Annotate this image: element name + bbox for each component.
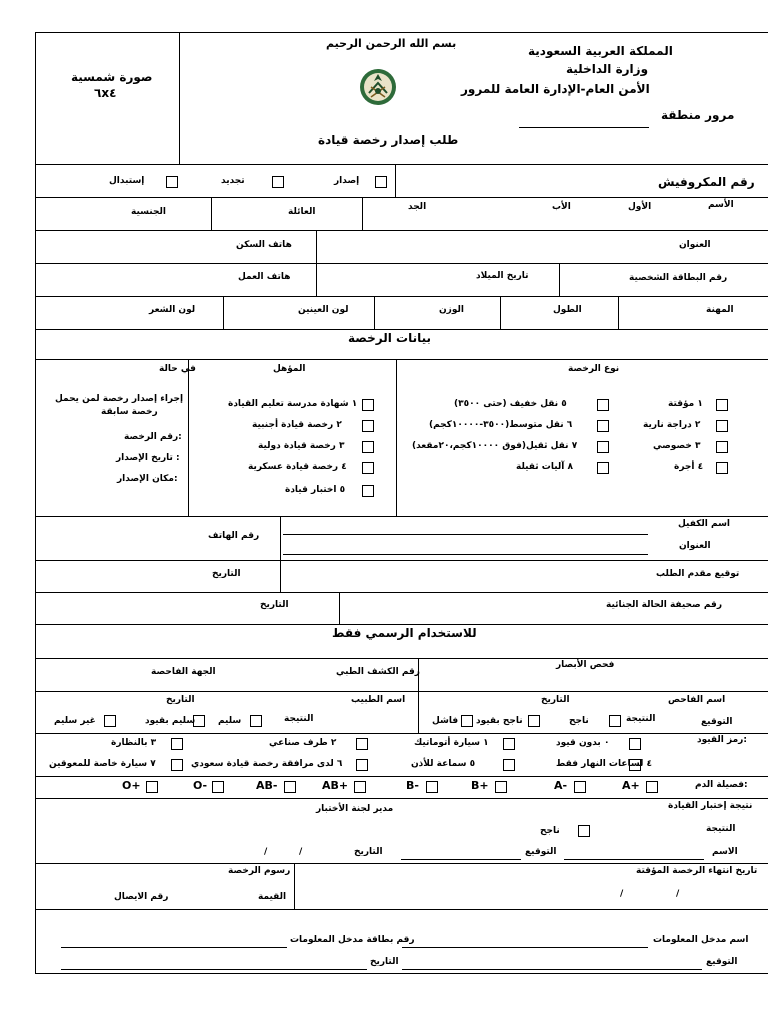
data-entry-date-field[interactable] — [61, 969, 367, 970]
work-phone-label: هاتف العمل — [238, 272, 291, 282]
issue-checkbox[interactable] — [375, 176, 387, 188]
criminal-record-label: رقم صحيفة الحالة الجنائية — [606, 600, 723, 610]
medical-fit-checkbox[interactable] — [250, 715, 262, 727]
restriction-6-checkbox[interactable] — [356, 759, 368, 771]
qualification-header: المؤهل — [273, 364, 306, 374]
temp-expiry-slash-1: / — [676, 889, 680, 899]
blood-ab-neg-checkbox[interactable] — [284, 781, 296, 793]
qual-driving-test-checkbox[interactable] — [362, 485, 374, 497]
medical-unfit-label: غير سليم — [54, 716, 96, 726]
family-name-label: العائلة — [288, 207, 316, 217]
blood-o-neg-checkbox[interactable] — [212, 781, 224, 793]
examining-body-label: الجهة الفاحصة — [151, 667, 216, 677]
test-result-title: نتيجة إختبار القيادة — [668, 801, 753, 811]
father-name-label: الأب — [552, 202, 571, 212]
photo-size: ٦x٤ — [94, 86, 117, 100]
profession-label: المهنة — [706, 305, 734, 315]
criminal-record-date-label: التاريخ — [260, 600, 289, 610]
blood-group-label: فصيلة الدم: — [695, 780, 748, 790]
test-name-label: الاسم — [712, 847, 738, 857]
medical-exam-no-label: رقم الكشف الطبي — [336, 667, 420, 677]
type-medium-transport-checkbox[interactable] — [597, 420, 609, 432]
replace-label: إستبدال — [109, 176, 145, 186]
restriction-3-checkbox[interactable] — [171, 738, 183, 750]
type-light-transport-label: ٥ نقل خفيف (حتى ٣٥٠٠) — [454, 399, 567, 409]
id-number-label: رقم البطاقة الشخصية — [629, 273, 728, 283]
type-temporary-label: ١ مؤقتة — [668, 399, 703, 409]
test-signature-label: التوقيع — [525, 847, 557, 857]
blood-b-pos-label: B+ — [471, 779, 489, 792]
medical-fit-restricted-label: سليم بقيود — [145, 716, 196, 726]
restriction-5-checkbox[interactable] — [503, 759, 515, 771]
type-heavy-machinery-label: ٨ آليات ثقيلة — [516, 462, 573, 472]
restriction-1-label: ١ سيارة أتوماتيك — [414, 738, 489, 748]
blood-a-pos-label: A+ — [622, 779, 640, 792]
blood-o-pos-label: O+ — [122, 779, 141, 792]
type-motorcycle-label: ٢ دراجة نارية — [643, 420, 701, 430]
restriction-0-checkbox[interactable] — [629, 738, 641, 750]
doctor-date-label: التاريخ — [166, 695, 195, 705]
type-light-transport-checkbox[interactable] — [597, 399, 609, 411]
test-passed-checkbox[interactable] — [578, 825, 590, 837]
blood-a-neg-label: A- — [554, 779, 568, 792]
qual-foreign-license-checkbox[interactable] — [362, 420, 374, 432]
license-type-header: نوع الرخصة — [568, 364, 620, 374]
blood-b-neg-label: B- — [406, 779, 419, 792]
sponsor-name-label: اسم الكفيل — [678, 519, 731, 529]
type-medium-transport-label: ٦ نقل متوسط(٣٥٠٠-١٠٠٠٠كجم) — [429, 420, 573, 430]
type-heavy-machinery-checkbox[interactable] — [597, 462, 609, 474]
test-date-slash-1: / — [299, 847, 303, 857]
prev-issue-place-label: مكان الإصدار: — [117, 474, 178, 484]
data-entry-name-label: اسم مدخل المعلومات — [653, 935, 749, 945]
restriction-7-checkbox[interactable] — [171, 759, 183, 771]
case-header: في حالة — [159, 364, 196, 374]
restriction-7-label: ٧ سيارة خاصة للمعوقين — [49, 759, 156, 769]
eye-date-label: التاريخ — [541, 695, 570, 705]
microfilm-label: رقم المكروفيش — [658, 175, 755, 189]
replace-checkbox[interactable] — [166, 176, 178, 188]
applicant-date-label: التاريخ — [212, 569, 241, 579]
restriction-1-checkbox[interactable] — [503, 738, 515, 750]
data-entry-date-label: التاريخ — [370, 957, 399, 967]
qual-military-license-checkbox[interactable] — [362, 462, 374, 474]
eye-result-label: النتيجة — [626, 714, 656, 724]
qual-driving-test-label: ٥ اختبار قيادة — [285, 485, 346, 495]
case-line1: إجراء إصدار رخصة لمن يحمل — [55, 394, 184, 404]
restrictions-label: رمز القيود: — [697, 735, 747, 745]
home-phone-label: هاتف السكن — [236, 240, 292, 250]
blood-a-neg-checkbox[interactable] — [574, 781, 586, 793]
sponsor-name-field[interactable] — [283, 534, 648, 535]
issue-label: إصدار — [334, 176, 360, 186]
qual-military-license-label: ٤ رخصة قيادة عسكرية — [248, 462, 347, 472]
license-fees-label: رسوم الرخصة — [228, 866, 291, 876]
sponsor-address-label: العنوان — [679, 541, 711, 551]
fee-value-label: القيمة — [258, 892, 287, 902]
applicant-signature-label: توقيع مقدم الطلب — [656, 569, 740, 579]
doctor-name-label: اسم الطبيب — [351, 695, 406, 705]
type-taxi-label: ٤ أجرة — [674, 462, 704, 472]
eye-pass-restricted-checkbox[interactable] — [528, 715, 540, 727]
form-title: طلب إصدار رخصة قيادة — [318, 133, 459, 147]
data-entry-card-field[interactable] — [61, 947, 287, 948]
region-field[interactable] — [519, 127, 649, 128]
restriction-0-label: ٠ بدون قيود — [556, 738, 610, 748]
blood-ab-pos-checkbox[interactable] — [354, 781, 366, 793]
blood-ab-neg-label: AB- — [256, 779, 278, 792]
qual-foreign-license-label: ٢ رخصة قيادة أجنبية — [252, 420, 342, 430]
hair-color-label: لون الشعر — [149, 305, 196, 315]
medical-fit-label: سليم — [218, 716, 242, 726]
type-private-checkbox[interactable] — [716, 441, 728, 453]
region-label: مرور منطقة — [661, 108, 735, 122]
weight-label: الوزن — [439, 305, 464, 315]
test-result-label: النتيجة — [706, 824, 736, 834]
qual-international-license-checkbox[interactable] — [362, 441, 374, 453]
type-motorcycle-checkbox[interactable] — [716, 420, 728, 432]
eye-fail-label: فاشل — [432, 716, 459, 726]
data-entry-card-label: رقم بطاقة مدخل المعلومات — [290, 935, 415, 945]
restriction-3-label: ٣ بالنظارة — [111, 738, 157, 748]
name-label: الأسم — [708, 200, 734, 210]
restriction-6-label: ٦ لدى مرافقة رخصة قيادة سعودي — [191, 759, 343, 769]
case-line2: رخصة سابقة — [101, 407, 158, 417]
grandfather-name-label: الجد — [408, 202, 427, 212]
temp-expiry-slash-2: / — [620, 889, 624, 899]
eye-exam-label: فحص الأبصار — [556, 660, 615, 670]
kingdom-name: المملكة العربية السعودية — [528, 44, 673, 58]
sponsor-address-field[interactable] — [283, 554, 648, 555]
examiner-name-label: اسم الفاحص — [668, 695, 726, 705]
data-entry-signature-label: التوقيع — [706, 957, 738, 967]
data-entry-name-field[interactable] — [402, 947, 648, 948]
test-date-slash-2: / — [264, 847, 268, 857]
receipt-number-label: رقم الايصال — [114, 892, 169, 902]
type-temporary-checkbox[interactable] — [716, 399, 728, 411]
test-name-field[interactable] — [564, 859, 704, 860]
blood-o-pos-checkbox[interactable] — [146, 781, 158, 793]
qual-driving-school-checkbox[interactable] — [362, 399, 374, 411]
examiner-signature-label: التوقيع — [701, 717, 733, 727]
blood-b-neg-checkbox[interactable] — [426, 781, 438, 793]
temp-expiry-label: تاريخ انتهاء الرخصة المؤقتة — [636, 866, 758, 876]
eye-pass-label: ناجح — [569, 716, 589, 726]
restriction-2-checkbox[interactable] — [356, 738, 368, 750]
data-entry-signature-field[interactable] — [402, 969, 702, 970]
emblem — [358, 67, 398, 107]
test-date-label: التاريخ — [354, 847, 383, 857]
birth-date-label: تاريخ الميلاد — [476, 271, 529, 281]
sponsor-phone-label: رقم الهاتف — [208, 531, 260, 541]
blood-o-neg-label: O- — [193, 779, 208, 792]
height-label: الطول — [553, 305, 582, 315]
type-private-label: ٣ خصوصي — [653, 441, 701, 451]
blood-ab-pos-label: AB+ — [322, 779, 349, 792]
ministry-name: وزارة الداخلية — [566, 62, 649, 76]
eye-pass-checkbox[interactable] — [609, 715, 621, 727]
official-use-title: للاستخدام الرسمي فقط — [332, 626, 477, 640]
blood-b-pos-checkbox[interactable] — [495, 781, 507, 793]
qual-international-license-label: ٣ رخصة قيادة دولية — [258, 441, 345, 451]
eye-color-label: لون العينين — [298, 305, 349, 315]
license-section-title: بيانات الرخصة — [348, 331, 431, 345]
prev-license-no-label: رقم الرخصة: — [124, 432, 182, 442]
restriction-4-label: ٤ لساعات النهار فقط — [556, 759, 653, 769]
address-label: العنوان — [679, 240, 711, 250]
license-application-form — [35, 32, 768, 974]
blood-a-pos-checkbox[interactable] — [646, 781, 658, 793]
security-name: الأمن العام-الإدارة العامة للمرور — [461, 82, 650, 96]
type-heavy-transport-label: ٧ نقل ثقيل(فوق ١٠٠٠٠كجم،٢٠مقعد) — [412, 441, 578, 451]
renew-checkbox[interactable] — [272, 176, 284, 188]
test-passed-label: ناجح — [540, 826, 560, 836]
restriction-2-label: ٢ طرف صناعي — [269, 738, 337, 748]
medical-result-label: النتيجة — [284, 714, 314, 724]
medical-unfit-checkbox[interactable] — [104, 715, 116, 727]
basmala: بسم الله الرحمن الرحيم — [326, 37, 457, 50]
type-taxi-checkbox[interactable] — [716, 462, 728, 474]
test-signature-field[interactable] — [401, 859, 521, 860]
prev-issue-date-label: تاريخ الإصدار : — [116, 453, 180, 463]
first-name-label: الأول — [628, 202, 652, 212]
eye-pass-restricted-label: ناجح بقيود — [476, 716, 523, 726]
restriction-5-label: ٥ سماعة للأذن — [411, 759, 476, 769]
nationality-label: الجنسية — [131, 207, 166, 217]
type-heavy-transport-checkbox[interactable] — [597, 441, 609, 453]
qual-driving-school-label: ١ شهادة مدرسة تعليم القيادة — [228, 399, 358, 409]
photo-label: صورة شمسية — [71, 70, 153, 84]
eye-fail-checkbox[interactable] — [461, 715, 473, 727]
test-committee-label: مدير لجنة الأختبار — [316, 804, 394, 814]
renew-label: تجديد — [221, 176, 245, 186]
